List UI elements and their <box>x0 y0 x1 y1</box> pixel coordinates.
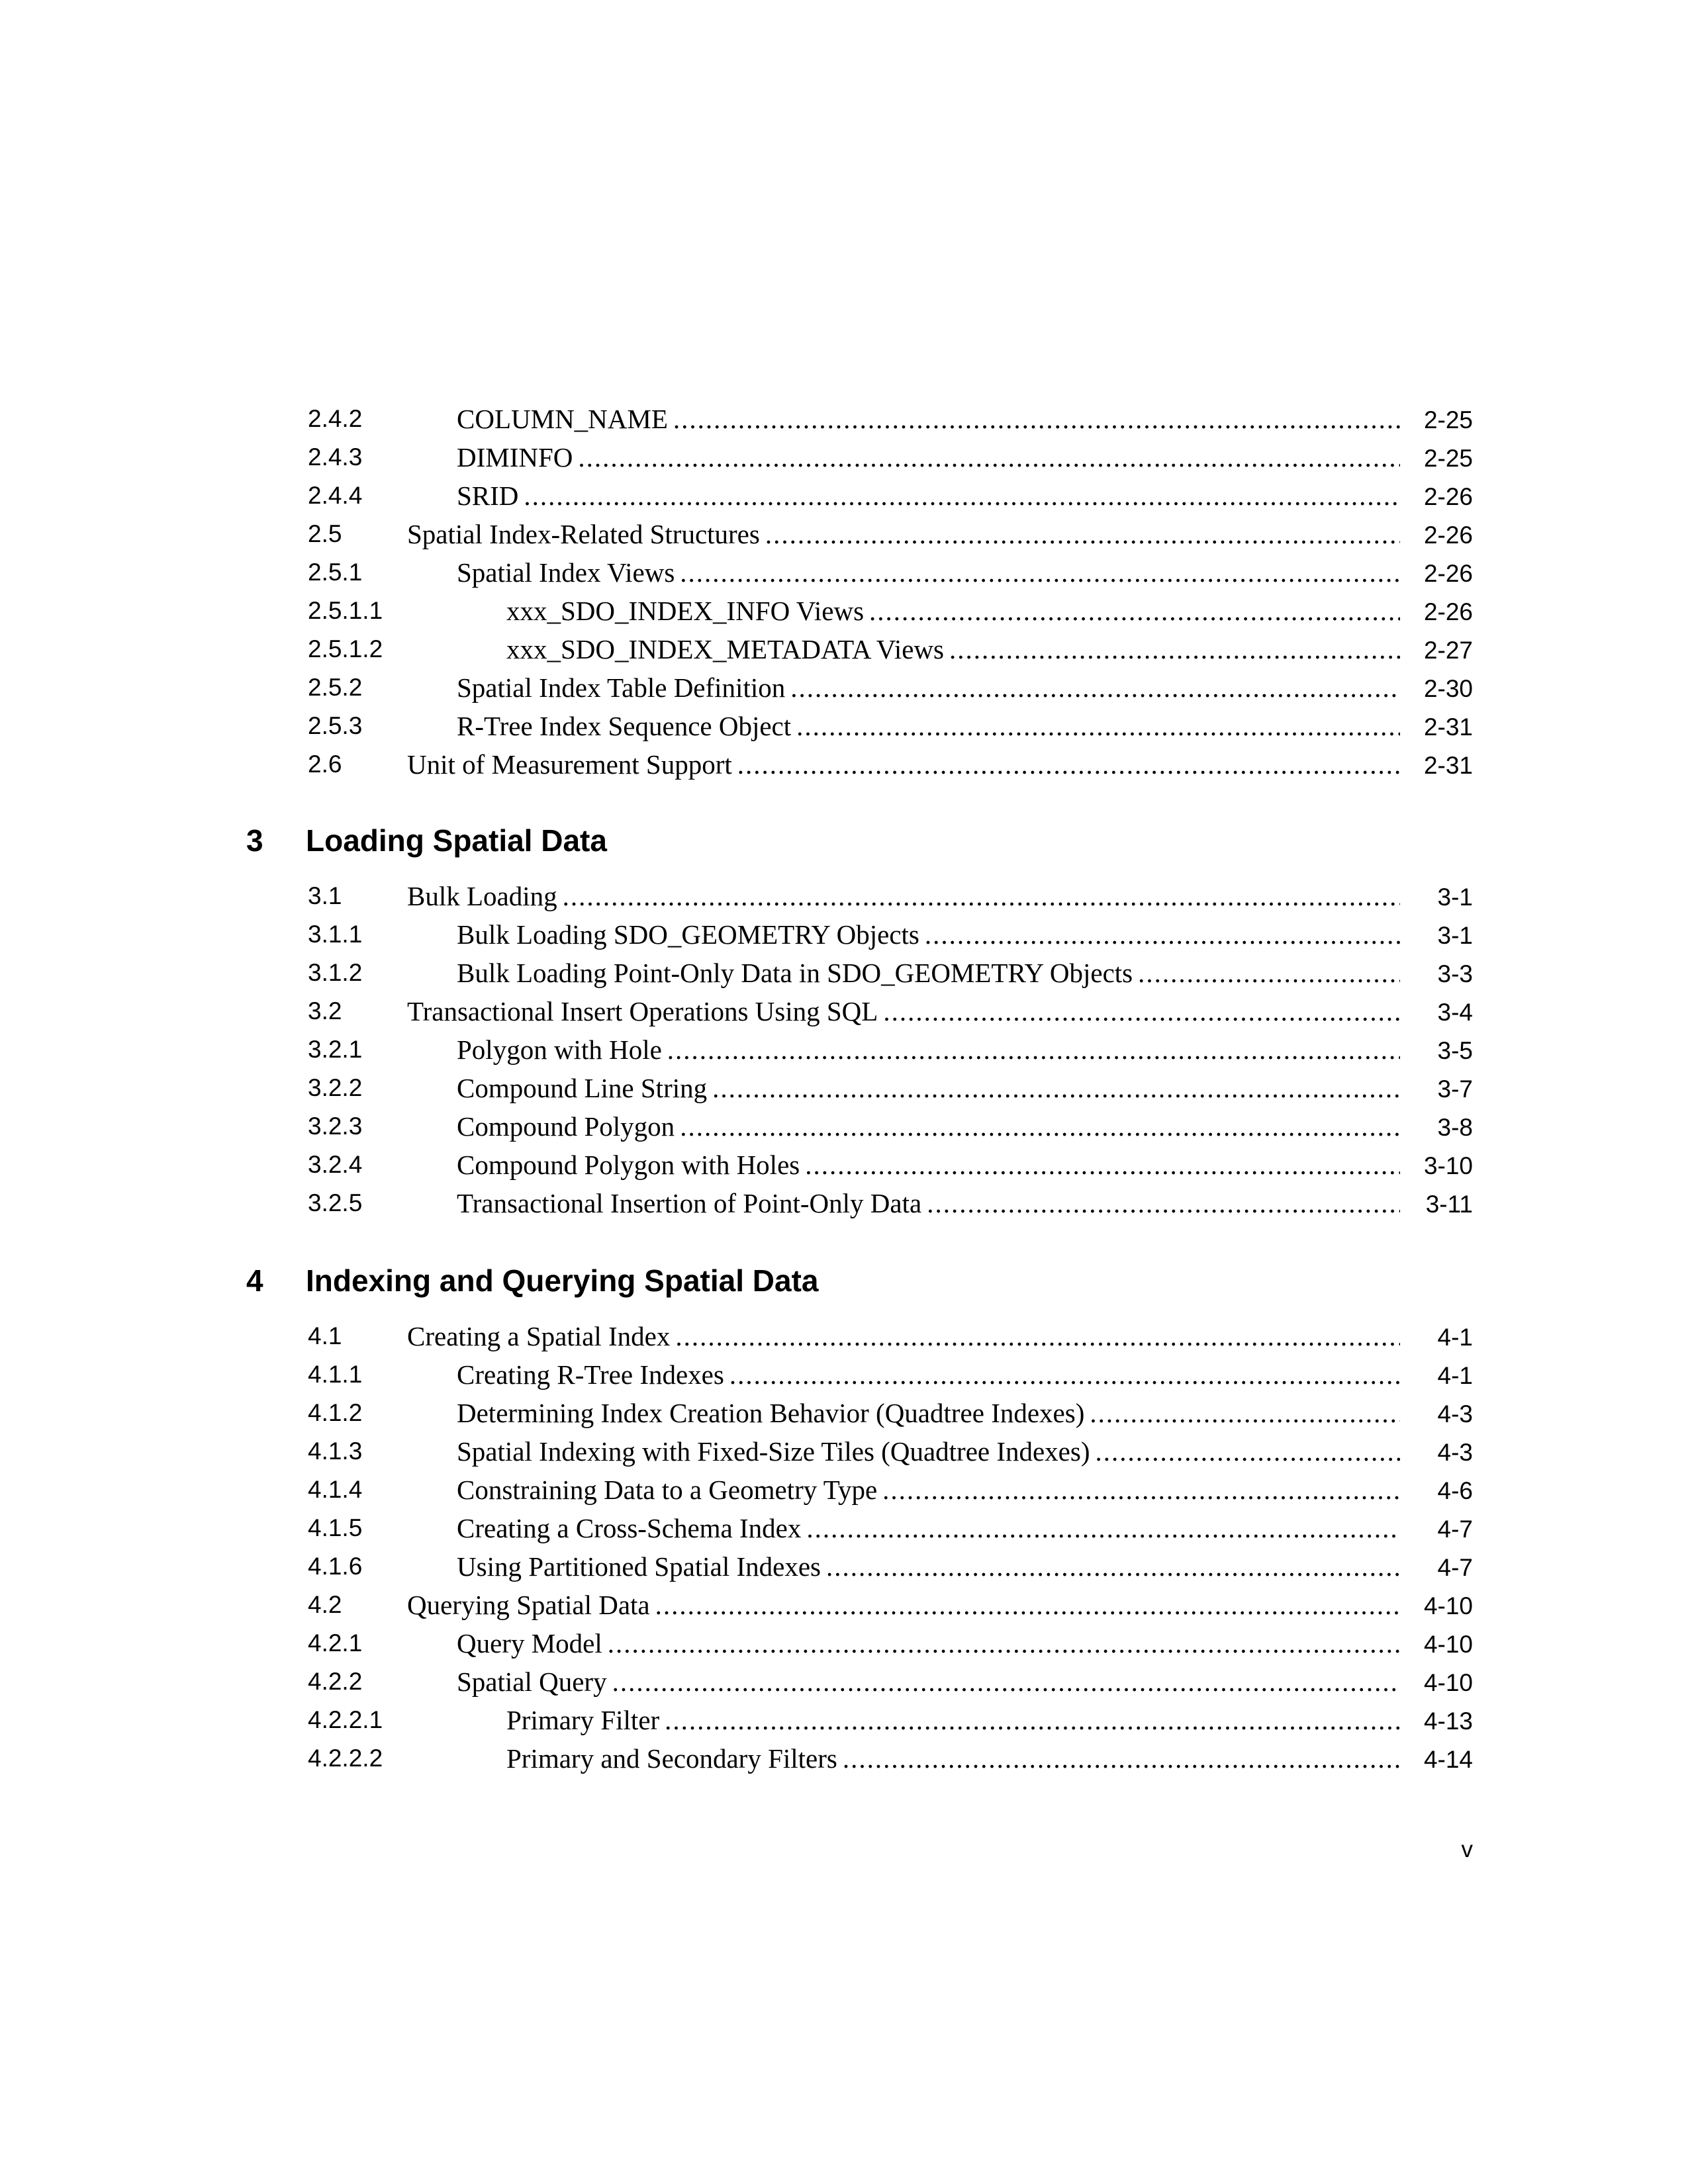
toc-entry-line <box>407 515 1473 553</box>
toc-continued-section <box>308 400 1473 784</box>
chapter-number: 4 <box>246 1263 263 1298</box>
toc-entry-page[interactable]: 3-10 <box>1423 1152 1473 1179</box>
toc-entry-title[interactable]: Bulk Loading <box>407 881 557 911</box>
dot-leader <box>1096 1432 1401 1471</box>
toc-entry-title[interactable]: Determining Index Creation Behavior (Quadtree Indexes) <box>457 1398 1085 1428</box>
toc-chapter-3-section <box>308 877 1473 1222</box>
toc-entry-line <box>457 954 1473 992</box>
toc-entry-number: 4.1.1 <box>308 1361 363 1388</box>
toc-entry-line <box>457 1509 1473 1547</box>
toc-entry[interactable] <box>308 1586 1473 1624</box>
toc-entry-number: 2.5 <box>308 520 342 547</box>
toc-entry-number: 4.1.6 <box>308 1553 363 1580</box>
toc-entry-line <box>457 1624 1473 1662</box>
toc-entry-number: 4.1 <box>308 1322 342 1349</box>
toc-entry[interactable] <box>308 1355 1473 1394</box>
toc-entry[interactable] <box>308 438 1473 477</box>
toc-entry-line <box>407 992 1473 1030</box>
toc-entry-number: 3.1 <box>308 882 342 909</box>
toc-entry-title[interactable]: Creating a Spatial Index <box>407 1321 671 1351</box>
toc-entry-number: 3.2.1 <box>308 1036 363 1063</box>
toc-entry-title[interactable]: Spatial Indexing with Fixed-Size Tiles (Quadtree Indexes) <box>457 1436 1090 1467</box>
toc-entry-page[interactable]: 3-3 <box>1437 960 1473 987</box>
toc-entry-page[interactable]: 3-1 <box>1437 922 1473 949</box>
toc-entry-page[interactable]: 2-27 <box>1423 637 1473 664</box>
toc-entry-page[interactable]: 4-14 <box>1423 1746 1473 1773</box>
toc-entry-title[interactable]: Spatial Index Table Definition <box>457 672 786 703</box>
toc-entry[interactable] <box>308 668 1473 707</box>
toc-entry-number: 2.5.2 <box>308 674 363 701</box>
toc-entry[interactable] <box>308 745 1473 784</box>
toc-entry-title[interactable]: Primary Filter <box>506 1705 660 1735</box>
toc-entry-line <box>457 1355 1473 1394</box>
toc-entry[interactable] <box>308 1146 1473 1184</box>
toc-entry-number: 4.2.2.1 <box>308 1706 383 1733</box>
toc-entry-page[interactable]: 4-3 <box>1437 1439 1473 1466</box>
toc-entry-line <box>457 915 1473 954</box>
toc-entry-number: 2.6 <box>308 751 342 778</box>
toc-entry-title[interactable]: Query Model <box>457 1628 602 1659</box>
toc-entry-title[interactable]: Querying Spatial Data <box>407 1590 650 1620</box>
dot-leader <box>805 1146 1400 1184</box>
toc-entry-line <box>457 438 1473 477</box>
toc-entry[interactable] <box>308 1030 1473 1069</box>
toc-entry[interactable] <box>308 954 1473 992</box>
toc-entry-title[interactable]: Using Partitioned Spatial Indexes <box>457 1551 821 1582</box>
dot-leader <box>927 1184 1400 1222</box>
toc-entry[interactable] <box>308 1432 1473 1471</box>
dot-leader <box>806 1509 1400 1547</box>
toc-entry-number: 2.4.2 <box>308 405 363 432</box>
chapter-number: 3 <box>246 823 263 858</box>
toc-entry-page[interactable]: 3-4 <box>1437 999 1473 1026</box>
toc-entry-number: 2.5.1.1 <box>308 597 383 624</box>
toc-entry[interactable] <box>308 400 1473 438</box>
toc-entry-line <box>457 1030 1473 1069</box>
dot-leader <box>925 915 1400 954</box>
toc-entry-number: 2.5.3 <box>308 712 363 739</box>
toc-entry-page[interactable]: 3-8 <box>1437 1114 1473 1141</box>
dot-leader <box>826 1547 1400 1586</box>
toc-entry-page[interactable]: 4-1 <box>1437 1362 1473 1389</box>
toc-entry-title[interactable]: Creating a Cross-Schema Index <box>457 1513 802 1543</box>
toc-entry-number: 4.1.4 <box>308 1476 363 1503</box>
toc-entry-line <box>457 707 1473 745</box>
toc-entry-page[interactable]: 3-11 <box>1425 1191 1473 1218</box>
dot-leader <box>737 745 1400 784</box>
toc-entry[interactable] <box>308 1069 1473 1107</box>
toc-entry-number: 3.2.4 <box>308 1151 363 1178</box>
toc-entry-line <box>457 1069 1473 1107</box>
toc-entry-line <box>506 592 1473 630</box>
toc-entry-page[interactable]: 3-5 <box>1437 1037 1473 1064</box>
toc-entry-number: 3.1.2 <box>308 959 363 986</box>
toc-entry-number: 4.1.2 <box>308 1399 363 1426</box>
toc-entry-page[interactable]: 4-3 <box>1437 1400 1473 1428</box>
toc-entry-title[interactable]: Polygon with Hole <box>457 1034 662 1065</box>
chapter-title: Loading Spatial Data <box>306 823 607 858</box>
toc-entry-title[interactable]: Bulk Loading SDO_GEOMETRY Objects <box>457 919 919 950</box>
toc-entry-number: 3.1.1 <box>308 921 363 948</box>
toc-entry-page[interactable]: 4-10 <box>1423 1592 1473 1619</box>
toc-entry-title[interactable]: Constraining Data to a Geometry Type <box>457 1475 878 1505</box>
toc-entry-title[interactable]: Spatial Query <box>457 1666 607 1697</box>
toc-entry-title[interactable]: Transactional Insertion of Point-Only Data <box>457 1188 922 1218</box>
toc-entry-line <box>457 477 1473 515</box>
dot-leader <box>673 400 1400 438</box>
toc-entry-line <box>457 400 1473 438</box>
toc-entry-page[interactable]: 2-26 <box>1423 560 1473 587</box>
toc-entry-title[interactable]: DIMINFO <box>457 442 573 473</box>
dot-leader <box>608 1624 1400 1662</box>
dot-leader <box>729 1355 1400 1394</box>
toc-entry-line <box>457 1471 1473 1509</box>
toc-entry-title[interactable]: R-Tree Index Sequence Object <box>457 711 792 741</box>
toc-entry-title[interactable]: COLUMN_NAME <box>457 404 668 434</box>
toc-entry-page[interactable]: 4-7 <box>1437 1554 1473 1581</box>
toc-entry[interactable] <box>308 1701 1473 1739</box>
toc-entry-page[interactable]: 2-31 <box>1423 752 1473 779</box>
dot-leader <box>765 515 1400 553</box>
toc-entry-page[interactable]: 4-10 <box>1423 1669 1473 1696</box>
dot-leader <box>949 630 1400 668</box>
toc-entry[interactable] <box>308 877 1473 915</box>
dot-leader <box>665 1701 1400 1739</box>
toc-entry-number: 4.2.2 <box>308 1668 363 1695</box>
dot-leader <box>790 668 1400 707</box>
dot-leader <box>1138 954 1400 992</box>
toc-entry-line <box>457 1432 1473 1471</box>
toc-entry-line <box>457 1662 1473 1701</box>
toc-entry-number: 2.5.1 <box>308 559 363 586</box>
toc-entry[interactable] <box>308 1107 1473 1146</box>
toc-entry-title[interactable]: xxx_SDO_INDEX_METADATA Views <box>506 634 945 664</box>
toc-entry[interactable] <box>308 477 1473 515</box>
toc-entry-line <box>457 1184 1473 1222</box>
toc-entry[interactable] <box>308 1739 1473 1778</box>
toc-entry-title[interactable]: Compound Polygon with Holes <box>457 1150 800 1180</box>
toc-entry-page[interactable]: 3-7 <box>1437 1075 1473 1103</box>
toc-entry-line <box>457 668 1473 707</box>
toc-entry-page[interactable]: 2-30 <box>1423 675 1473 702</box>
toc-entry-page[interactable]: 2-25 <box>1423 406 1473 433</box>
toc-entry-page[interactable]: 2-26 <box>1423 522 1473 549</box>
toc-entry-title[interactable]: Compound Polygon <box>457 1111 675 1142</box>
toc-entry-page[interactable]: 2-26 <box>1423 598 1473 625</box>
dot-leader <box>612 1662 1400 1701</box>
dot-leader <box>563 877 1400 915</box>
toc-entry-number: 3.2.5 <box>308 1189 363 1216</box>
toc-entry-number: 4.1.5 <box>308 1514 363 1541</box>
toc-entry-title[interactable]: Spatial Index Views <box>457 557 675 588</box>
toc-entry[interactable] <box>308 915 1473 954</box>
toc-entry-number: 2.5.1.2 <box>308 635 383 662</box>
toc-entry-page[interactable]: 2-31 <box>1423 713 1473 741</box>
toc-entry-page[interactable]: 2-25 <box>1423 445 1473 472</box>
toc-entry-title[interactable]: Transactional Insert Operations Using SQL <box>407 996 878 1026</box>
toc-entry[interactable] <box>308 1547 1473 1586</box>
dot-leader <box>1090 1394 1400 1432</box>
toc-entry[interactable] <box>308 1624 1473 1662</box>
toc-entry-page[interactable]: 3-1 <box>1437 884 1473 911</box>
toc-entry[interactable] <box>308 1471 1473 1509</box>
toc-entry-title[interactable]: Compound Line String <box>457 1073 708 1103</box>
toc-entry-title[interactable]: Creating R-Tree Indexes <box>457 1359 724 1390</box>
toc-entry-line <box>506 630 1473 668</box>
toc-entry-line <box>457 1394 1473 1432</box>
dot-leader <box>883 992 1400 1030</box>
toc-entry-title[interactable]: xxx_SDO_INDEX_INFO Views <box>506 596 865 626</box>
toc-entry-title[interactable]: Spatial Index-Related Structures <box>407 519 760 549</box>
chapter-3-heading[interactable] <box>246 823 607 858</box>
dot-leader <box>869 592 1400 630</box>
toc-chapter-4-section <box>308 1317 1473 1778</box>
toc-entry-number: 2.4.4 <box>308 482 363 509</box>
toc-entry-line <box>457 1146 1473 1184</box>
toc-entry-line <box>407 1586 1473 1624</box>
toc-entry-title[interactable]: Unit of Measurement Support <box>407 749 732 780</box>
dot-leader <box>680 553 1400 592</box>
toc-entry-number: 3.2.2 <box>308 1074 363 1101</box>
toc-entry-line <box>457 553 1473 592</box>
toc-entry-line <box>407 745 1473 784</box>
dot-leader <box>882 1471 1400 1509</box>
toc-entry[interactable] <box>308 1394 1473 1432</box>
toc-entry-page[interactable]: 2-26 <box>1423 483 1473 510</box>
toc-entry-line <box>457 1107 1473 1146</box>
dot-leader <box>655 1586 1400 1624</box>
toc-entry-number: 3.2.3 <box>308 1113 363 1140</box>
toc-entry-page[interactable]: 4-13 <box>1423 1707 1473 1735</box>
toc-entry[interactable] <box>308 1184 1473 1222</box>
toc-entry-page[interactable]: 4-6 <box>1437 1477 1473 1504</box>
toc-entry[interactable] <box>308 1662 1473 1701</box>
toc-entry[interactable] <box>308 1509 1473 1547</box>
toc-entry-number: 2.4.3 <box>308 443 363 471</box>
dot-leader <box>667 1030 1400 1069</box>
dot-leader <box>524 477 1400 515</box>
toc-entry-number: 4.1.3 <box>308 1437 363 1465</box>
toc-entry[interactable] <box>308 592 1473 630</box>
toc-entry[interactable] <box>308 553 1473 592</box>
dot-leader <box>843 1739 1400 1778</box>
toc-entry-line <box>457 1547 1473 1586</box>
toc-entry[interactable] <box>308 707 1473 745</box>
toc-entry[interactable] <box>308 1317 1473 1355</box>
dot-leader <box>680 1107 1400 1146</box>
toc-entry[interactable] <box>308 992 1473 1030</box>
toc-entry-title[interactable]: SRID <box>457 480 519 511</box>
dot-leader <box>675 1317 1400 1355</box>
toc-entry-number: 4.2 <box>308 1591 342 1618</box>
toc-entry-title[interactable]: Bulk Loading Point-Only Data in SDO_GEOMETRY Objects <box>457 958 1133 988</box>
toc-entry-number: 3.2 <box>308 997 342 1024</box>
toc-entry[interactable] <box>308 515 1473 553</box>
toc-entry-page[interactable]: 4-10 <box>1423 1631 1473 1658</box>
toc-entry-line <box>407 1317 1473 1355</box>
toc-entry-line <box>506 1701 1473 1739</box>
footer-page-number: v <box>1461 1837 1473 1862</box>
toc-entry[interactable] <box>308 630 1473 668</box>
toc-entry-line <box>506 1739 1473 1778</box>
dot-leader <box>712 1069 1400 1107</box>
toc-entry-number: 4.2.2.2 <box>308 1745 383 1772</box>
toc-entry-number: 4.2.1 <box>308 1629 363 1657</box>
toc-entry-line <box>407 877 1473 915</box>
dot-leader <box>796 707 1400 745</box>
chapter-4-heading[interactable] <box>246 1263 818 1298</box>
dot-leader <box>578 438 1400 477</box>
toc-entry-title[interactable]: Primary and Secondary Filters <box>506 1743 837 1774</box>
toc-entry-page[interactable]: 4-7 <box>1437 1516 1473 1543</box>
chapter-title: Indexing and Querying Spatial Data <box>306 1263 819 1298</box>
toc-entry-page[interactable]: 4-1 <box>1437 1324 1473 1351</box>
